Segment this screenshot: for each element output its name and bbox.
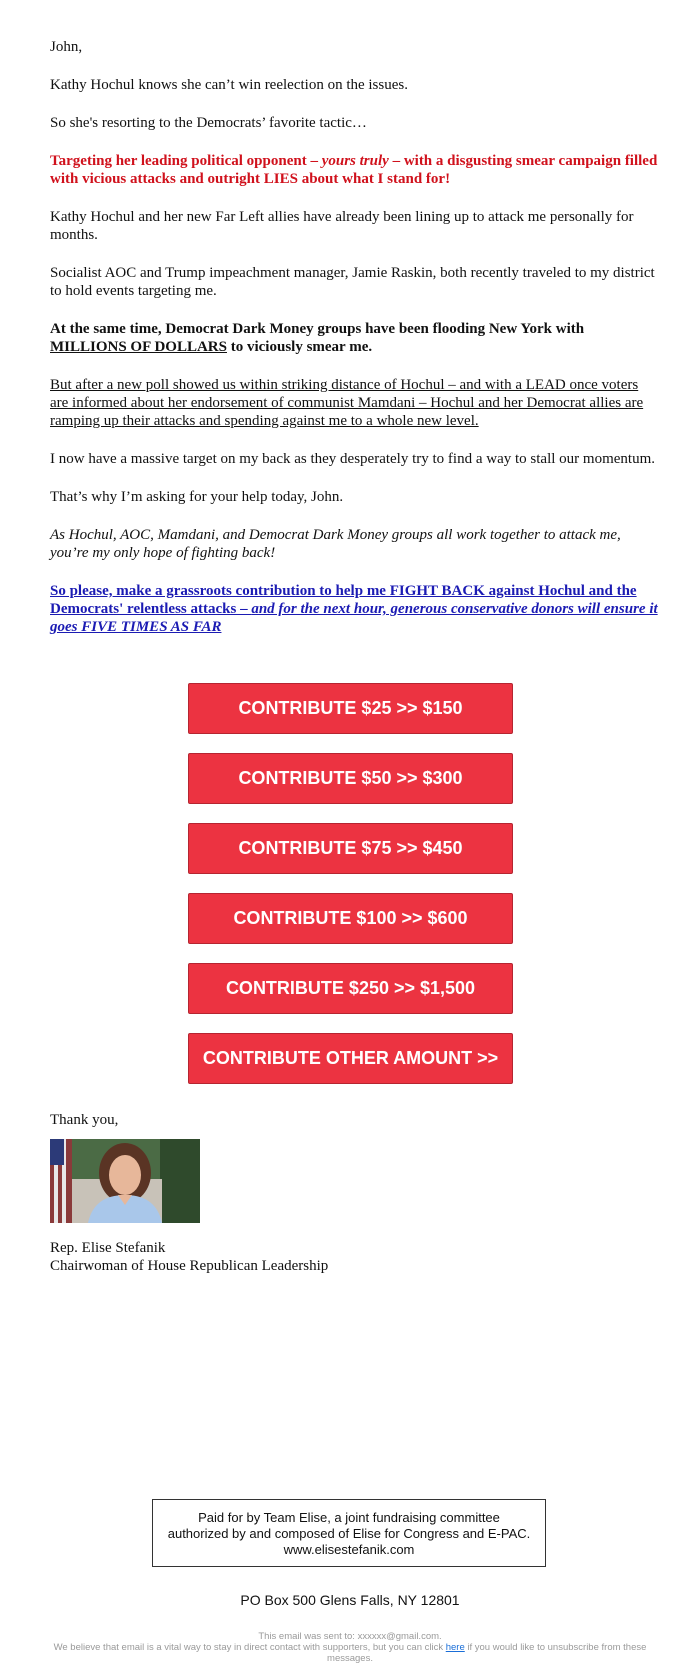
contribute-other-button[interactable]: CONTRIBUTE OTHER AMOUNT >>	[188, 1033, 513, 1084]
paragraph-6	[50, 320, 658, 356]
headline-italic: yours truly	[321, 153, 389, 169]
portrait-image	[50, 1139, 200, 1223]
unsubscribe-notice	[40, 1642, 660, 1664]
unsubscribe-link[interactable]: here	[445, 1642, 465, 1653]
headline-text-a: Targeting her leading political opponent –	[50, 153, 322, 169]
contribution-buttons	[188, 683, 513, 1103]
sent-to-notice: This email was sent to: xxxxxx@gmail.com.	[258, 1631, 442, 1642]
paragraph-10: As Hochul, AOC, Mamdani, and Democrat Dark Money groups all work together to attack me, you’re my only hope of fighting back!	[50, 527, 621, 561]
paragraph-1: Kathy Hochul knows she can’t win reelection on the issues.	[50, 77, 408, 93]
thank-you: Thank you,	[50, 1112, 119, 1128]
paragraph-4: Kathy Hochul and her new Far Left allies have already been lining up to attack me personally for months.	[50, 209, 634, 243]
contribute-25-button[interactable]: CONTRIBUTE $25 >> $150	[188, 683, 513, 734]
contribute-250-button[interactable]: CONTRIBUTE $250 >> $1,500	[188, 963, 513, 1014]
paid-for-disclaimer: Paid for by Team Elise, a joint fundraising committee authorized by and composed of Elise for Congress and E-PAC. www.elisestefanik.com	[152, 1499, 546, 1567]
signature-title: Chairwoman of House Republican Leadership	[50, 1258, 329, 1274]
p6-text-c: to viciously smear me.	[226, 339, 373, 355]
signature-block	[50, 1239, 328, 1275]
paragraph-7: But after a new poll showed us within striking distance of Hochul – and with a LEAD once voters are informed about her endorsement of communist Mamdani – Hochul and her Democrat allies are ramping up their attacks and spending against me to a whole new level.	[50, 377, 644, 429]
email-footer	[40, 1631, 660, 1664]
paragraph-5: Socialist AOC and Trump impeachment manager, Jamie Raskin, both recently traveled to my district to hold events targeting me.	[50, 265, 655, 299]
signature-name: Rep. Elise Stefanik	[50, 1240, 166, 1256]
paragraph-2: So she's resorting to the Democrats’ favorite tactic…	[50, 115, 367, 131]
contribute-link-text-a: So please, make a grassroots contribution to help me FIGHT BACK against Hochul and the Democrats' relentless attacks –	[50, 583, 637, 617]
mailing-address: PO Box 500 Glens Falls, NY 12801	[240, 1592, 460, 1608]
paragraph-9: That’s why I’m asking for your help today, John.	[50, 489, 344, 505]
paragraph-8: I now have a massive target on my back as they desperately try to find a way to stall our momentum.	[50, 451, 655, 467]
unsubscribe-text-a: We believe that email is a vital way to stay in direct contact with supporters, but you can click	[53, 1642, 446, 1653]
greeting: John,	[50, 39, 83, 55]
p6-underline: MILLIONS OF DOLLARS	[50, 339, 227, 355]
email-body	[50, 38, 658, 656]
headline-text-c: – with a disgusting smear campaign filled with vicious attacks and outright LIES about what I stand for!	[50, 153, 658, 187]
unsubscribe-text-b: if you would like to unsubscribe from these messages.	[327, 1642, 647, 1664]
signature-photo	[50, 1139, 200, 1223]
contribute-link[interactable]	[50, 583, 658, 635]
contribute-link-text-b: and for the next hour, generous conservative donors will ensure it goes FIVE TIMES AS FAR	[50, 601, 658, 635]
contribute-50-button[interactable]: CONTRIBUTE $50 >> $300	[188, 753, 513, 804]
contribute-100-button[interactable]: CONTRIBUTE $100 >> $600	[188, 893, 513, 944]
contribute-75-button[interactable]: CONTRIBUTE $75 >> $450	[188, 823, 513, 874]
p6-text-a: At the same time, Democrat Dark Money groups have been flooding New York with	[50, 321, 585, 337]
headline-paragraph	[50, 152, 658, 188]
contribute-link-paragraph	[50, 582, 658, 636]
